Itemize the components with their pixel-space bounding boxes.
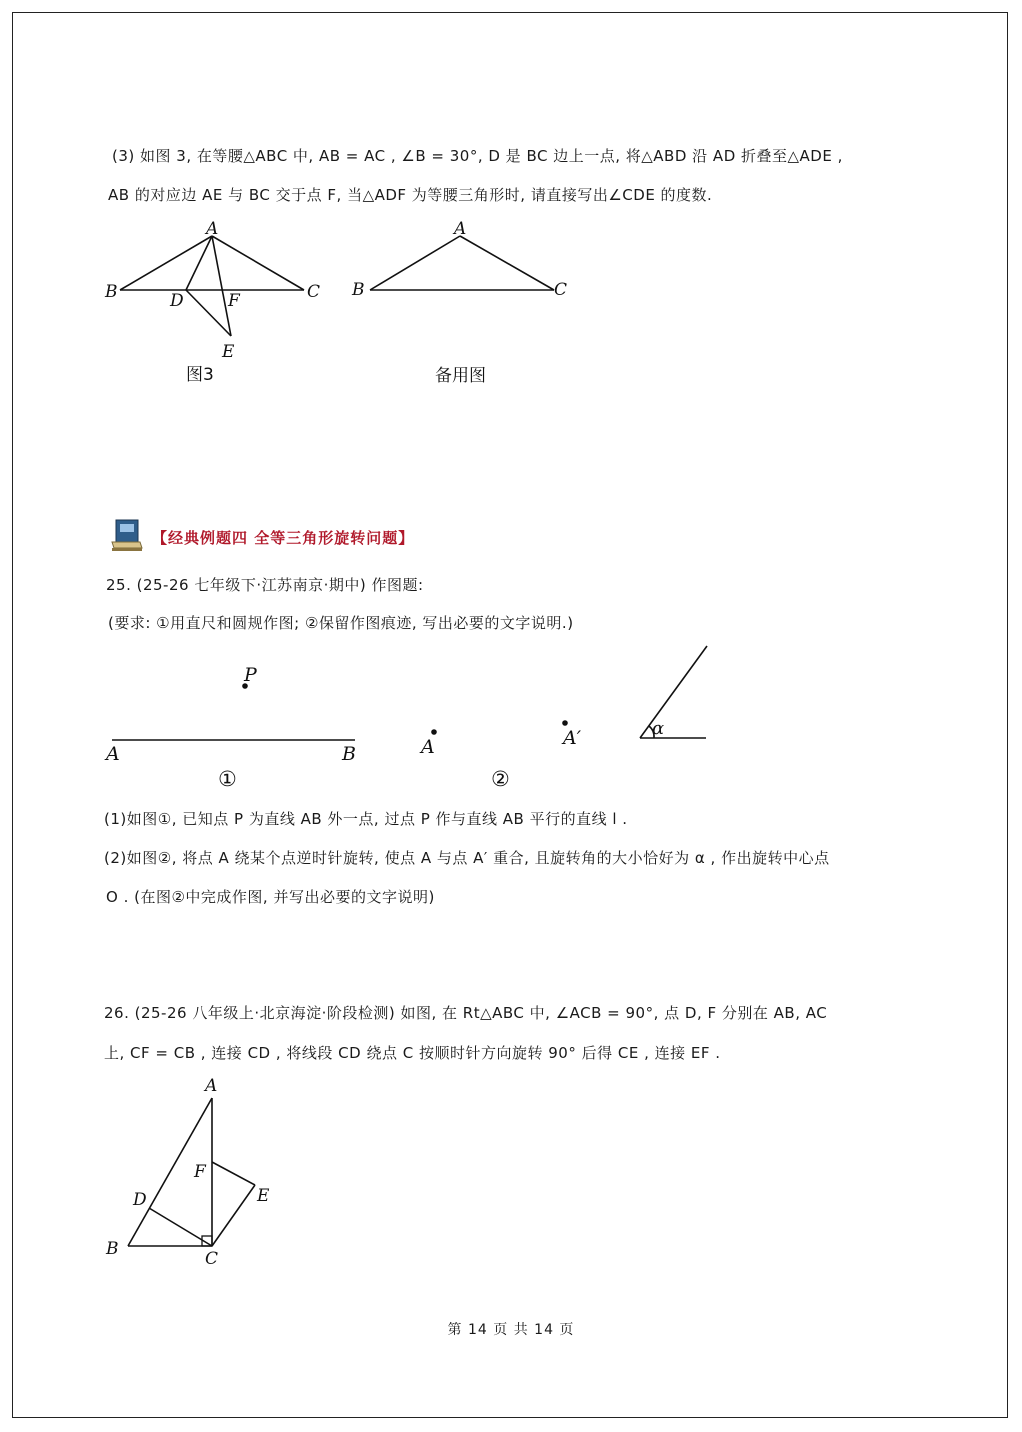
q25-line1: 25. (25-26 七年级下·江苏南京·期中) 作图题: (106, 576, 424, 594)
fig3-label-d: D (170, 291, 184, 311)
q26-label-f: F (194, 1162, 206, 1182)
spare-label-a: A (454, 219, 467, 239)
fig1-label-p: P (244, 664, 257, 686)
fig3-segment-ac (212, 236, 304, 290)
fig1-caption: ① (218, 767, 237, 791)
page-footer: 第 14 页 共 14 页 (447, 1322, 575, 1338)
fig3-label-c: C (307, 282, 321, 302)
fig3-caption: 图3 (186, 365, 214, 385)
fig3-segment-ae (212, 236, 231, 336)
fig2-label-a-prime: A′ (563, 727, 582, 749)
q26-line1: 26. (25-26 八年级上·北京海淀·阶段检测) 如图, 在 Rt△ABC 中, ∠ACB = 90°, 点 D, F 分别在 AB, AC (104, 1004, 828, 1022)
angle-label-alpha: α (652, 718, 665, 739)
fig1-label-a: A (106, 743, 120, 765)
q26-line2: 上, CF = CB , 连接 CD , 将线段 CD 绕点 C 按顺时针方向旋转 90° 后得 CE , 连接 EF . (104, 1044, 721, 1062)
q26-segment-ce (212, 1185, 255, 1246)
fig1-label-b: B (342, 743, 356, 765)
q26-label-c: C (205, 1249, 219, 1269)
fig3-label-b: B (105, 282, 118, 302)
figure-3-diagram (120, 236, 304, 336)
fig3-label-a: A (206, 219, 219, 239)
q26-label-d: D (133, 1190, 147, 1210)
q26-label-b: B (106, 1239, 119, 1259)
angle-ray-upper (640, 646, 707, 738)
q26-segment-fe (212, 1162, 255, 1185)
point-a-prime-dot (562, 720, 568, 726)
q3-line2: AB 的对应边 AE 与 BC 交于点 F, 当△ADF 为等腰三角形时, 请直接写出∠CDE 的度数. (108, 186, 713, 204)
q3-line1: (3) 如图 3, 在等腰△ABC 中, AB = AC , ∠B = 30°, D 是 BC 边上一点, 将△ABD 沿 AD 折叠至△ADE , (112, 147, 843, 165)
q25-part2b: O . (在图②中完成作图, 并写出必要的文字说明) (106, 888, 435, 906)
fig3-label-e: E (222, 342, 235, 362)
q25-line2: (要求: ①用直尺和圆规作图; ②保留作图痕迹, 写出必要的文字说明.) (108, 614, 574, 632)
fig2-caption: ② (491, 767, 510, 791)
spare-label-b: B (352, 280, 365, 300)
spare-caption: 备用图 (435, 366, 486, 386)
fig2-label-a: A (421, 736, 435, 758)
spare-segment-ac (460, 236, 554, 290)
section-title: 【经典例题四 全等三角形旋转问题】 (152, 529, 415, 547)
spare-figure-diagram (370, 236, 554, 290)
spare-segment-ab (370, 236, 460, 290)
q26-figure-diagram (128, 1098, 255, 1246)
q26-label-e: E (257, 1186, 270, 1206)
q25-part2a: (2)如图②, 将点 A 绕某个点逆时针旋转, 使点 A 与点 A′ 重合, 且旋转角的大小恰好为 α , 作出旋转中心点 (104, 849, 830, 867)
fig3-label-f: F (228, 291, 240, 311)
q26-label-a: A (205, 1076, 218, 1096)
spare-label-c: C (554, 280, 568, 300)
point-a-dot (431, 729, 437, 735)
q25-part1: (1)如图①, 已知点 P 为直线 AB 外一点, 过点 P 作与直线 AB 平行的直线 l . (104, 810, 628, 828)
